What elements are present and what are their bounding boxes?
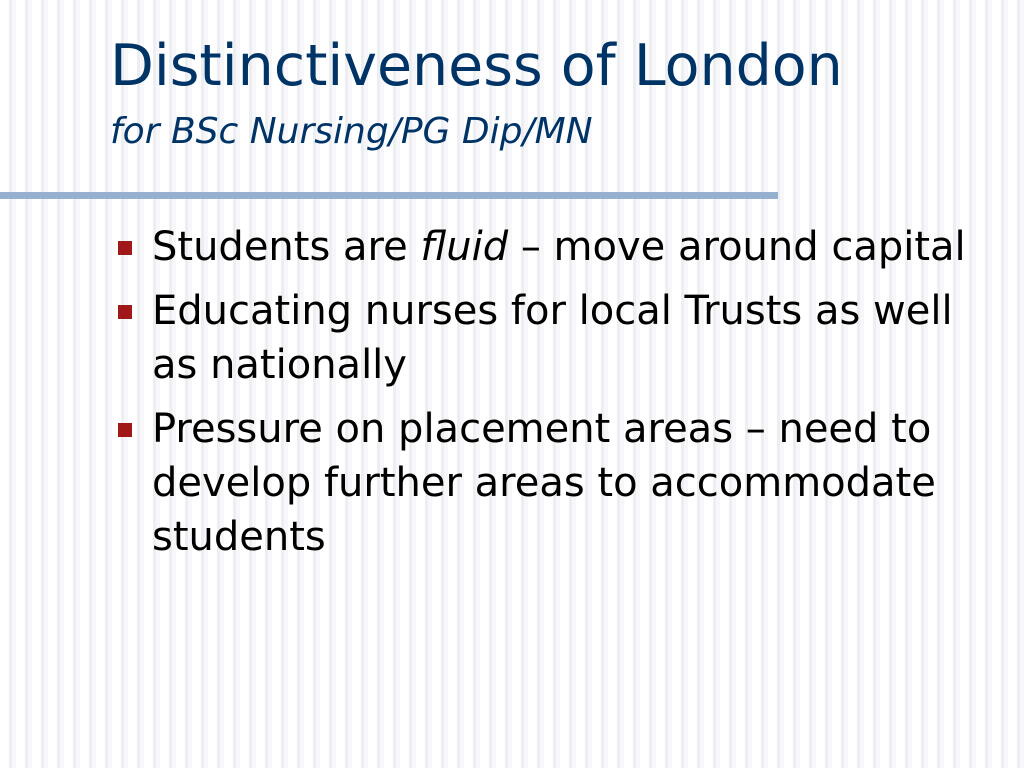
bullet-item-students-fluid: [110, 220, 1010, 274]
square-bullet-icon: [118, 241, 132, 255]
bullet-text-emphasis: fluid: [420, 224, 509, 270]
square-bullet-icon: [118, 305, 132, 319]
bullet-text: Educating nurses for local Trusts as well as nationally: [152, 288, 953, 388]
square-bullet-icon: [118, 423, 132, 437]
bullet-list: [110, 220, 1010, 574]
bullet-text-end: – move around capital: [508, 224, 966, 270]
slide-subtitle: for BSc Nursing/PG Dip/MN: [110, 111, 593, 152]
bullet-text: Pressure on placement areas – need to develop further areas to accommodate students: [152, 406, 936, 560]
bullet-item-educating-nurses: [110, 284, 1010, 392]
bullet-text-start: Students are: [152, 224, 421, 270]
bullet-item-placement-pressure: [110, 402, 1010, 564]
slide-title: Distinctiveness of London: [110, 33, 843, 99]
title-divider: [0, 192, 778, 199]
